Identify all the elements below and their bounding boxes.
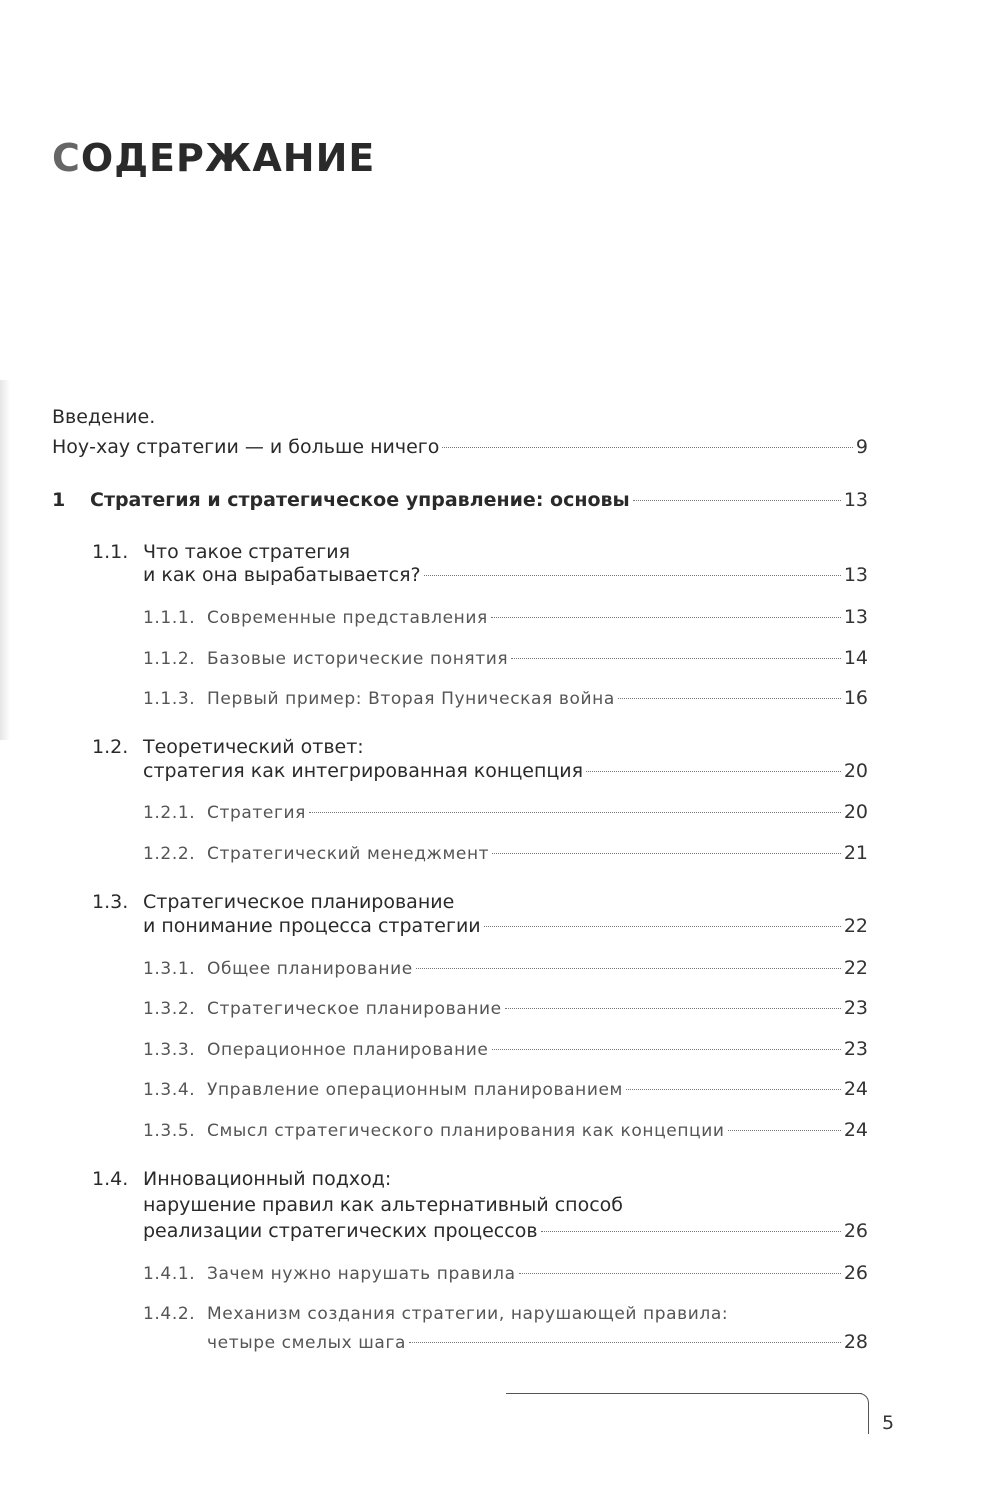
leader-dots [618, 698, 841, 699]
page-number: 5 [882, 1412, 895, 1434]
toc-section-1-1[interactable]: и как она вырабатывается? 13 [143, 564, 868, 586]
leader-dots [728, 1130, 841, 1131]
toc-subsection-1-4-2-line1[interactable]: 1.4.2. Механизм создания стратегии, нарушающей правила: [143, 1304, 729, 1324]
leader-dots [484, 926, 841, 927]
toc-subsection-1-2-1[interactable]: 1.2.1. Стратегия 20 [143, 801, 868, 823]
toc-intro[interactable] [52, 436, 868, 458]
toc-intro-title: Ноу-хау стратегии — и больше ничего [52, 436, 440, 458]
toc-subsection-number: 1.4.2. [143, 1304, 196, 1324]
toc-page-number: 28 [843, 1331, 868, 1353]
leader-dots [491, 617, 841, 618]
toc-section-1-2[interactable]: стратегия как интегрированная концепция 20 [143, 760, 868, 782]
toc-page-number: 9 [855, 436, 868, 458]
toc-subsection-number: 1.1.1. [143, 608, 196, 628]
toc-subsection-number: 1.3.4. [143, 1080, 196, 1100]
toc-subsection-number: 1.3.3. [143, 1040, 196, 1060]
toc-subsection-1-3-2[interactable]: 1.3.2. Стратегическое планирование 23 [143, 997, 868, 1019]
toc-page-number: 24 [843, 1078, 868, 1100]
leader-dots [309, 812, 841, 813]
toc-page-number: 16 [843, 687, 868, 709]
toc-page-number: 23 [843, 997, 868, 1019]
toc-page-number: 20 [843, 801, 868, 823]
toc-subsection-number: 1.4.1. [143, 1264, 196, 1284]
toc-subsection-1-4-1[interactable]: 1.4.1. Зачем нужно нарушать правила 26 [143, 1262, 868, 1284]
toc-page-number: 13 [843, 564, 868, 586]
toc-subsection-1-1-3[interactable]: 1.1.3. Первый пример: Вторая Пуническая война 16 [143, 687, 868, 709]
toc-page-number: 21 [843, 842, 868, 864]
leader-dots [511, 658, 841, 659]
toc-subsection-1-3-4[interactable]: 1.3.4. Управление операционным планированием 24 [143, 1078, 868, 1100]
toc-section-1-4-line2[interactable]: нарушение правил как альтернативный способ [143, 1194, 624, 1216]
toc-intro-line1[interactable]: Введение. [52, 406, 156, 428]
leader-dots [541, 1231, 841, 1232]
toc-section-number: 1.3. [92, 891, 129, 913]
toc-page-number: 13 [843, 489, 868, 511]
toc-section-1-2-line1[interactable]: Теоретический ответ: [143, 736, 364, 758]
toc-section-1-3[interactable]: и понимание процесса стратегии 22 [143, 915, 868, 937]
toc-section-number: 1.1. [92, 541, 129, 563]
leader-dots [424, 575, 841, 576]
toc-page-number: 24 [843, 1119, 868, 1141]
page-title [52, 136, 375, 180]
leader-dots [492, 853, 841, 854]
leader-dots [505, 1008, 841, 1009]
toc-subsection-number: 1.3.1. [143, 959, 196, 979]
leader-dots [442, 447, 853, 448]
toc-subsection-number: 1.2.2. [143, 844, 196, 864]
leader-dots [586, 771, 841, 772]
toc-section-1-1-line1[interactable]: Что такое стратегия [143, 541, 351, 563]
binding-shadow [0, 380, 10, 740]
toc-subsection-1-3-5[interactable]: 1.3.5. Смысл стратегического планирования как концепции 24 [143, 1119, 868, 1141]
toc-subsection-number: 1.2.1. [143, 803, 196, 823]
leader-dots [519, 1273, 841, 1274]
toc-subsection-1-3-3[interactable]: 1.3.3. Операционное планирование 23 [143, 1038, 868, 1060]
footer-rule [506, 1393, 862, 1394]
toc-page-number: 14 [843, 647, 868, 669]
leader-dots [492, 1049, 841, 1050]
toc-subsection-1-1-2[interactable]: 1.1.2. Базовые исторические понятия 14 [143, 647, 868, 669]
toc-section-number: 1.4. [92, 1168, 129, 1190]
toc-subsection-1-2-2[interactable]: 1.2.2. Стратегический менеджмент 21 [143, 842, 868, 864]
toc-section-1-4[interactable]: реализации стратегических процессов 26 [143, 1220, 868, 1242]
toc-subsection-1-3-1[interactable]: 1.3.1. Общее планирование 22 [143, 957, 868, 979]
title-rest: ОДЕРЖАНИЕ [80, 136, 376, 180]
title-first-letter: С [52, 136, 81, 180]
toc-section-1-3-line1[interactable]: Стратегическое планирование [143, 891, 455, 913]
toc-chapter-1[interactable] [52, 489, 868, 511]
toc-subsection-number: 1.1.2. [143, 649, 196, 669]
toc-subsection-number: 1.3.2. [143, 999, 196, 1019]
toc-page-number: 23 [843, 1038, 868, 1060]
toc-subsection-1-4-2[interactable]: четыре смелых шага 28 [207, 1331, 868, 1353]
toc-subsection-1-1-1[interactable]: 1.1.1. Современные представления 13 [143, 606, 868, 628]
toc-page-number: 13 [843, 606, 868, 628]
leader-dots [409, 1342, 841, 1343]
toc-chapter-title: Стратегия и стратегическое управление: основы [90, 489, 630, 511]
leader-dots [416, 968, 841, 969]
toc-page-number: 22 [843, 957, 868, 979]
toc-chapter-number: 1 [52, 489, 66, 511]
leader-dots [626, 1089, 841, 1090]
toc-subsection-number: 1.3.5. [143, 1121, 196, 1141]
toc-page-number: 20 [843, 760, 868, 782]
toc-page-number: 26 [843, 1262, 868, 1284]
toc-section-number: 1.2. [92, 736, 129, 758]
leader-dots [633, 500, 841, 501]
toc-section-1-4-line1[interactable]: Инновационный подход: [143, 1168, 392, 1190]
toc-page-number: 26 [843, 1220, 868, 1242]
toc-page-number: 22 [843, 915, 868, 937]
toc-subsection-number: 1.1.3. [143, 689, 196, 709]
footer-rule-hook [858, 1393, 869, 1434]
